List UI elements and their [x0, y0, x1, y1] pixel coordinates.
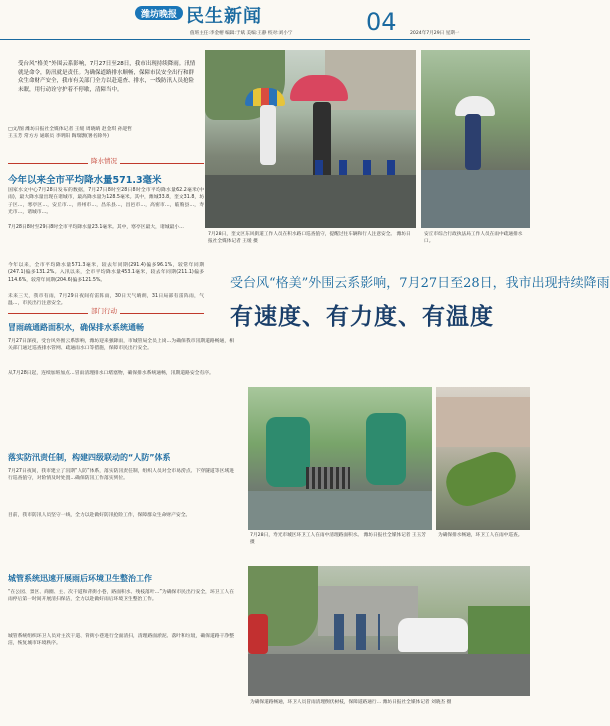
headline-pre: 受台风“格美”外围云系影响，7月27日至28日，我市出现持续降雨 — [230, 276, 610, 291]
caption-photo-4: 为确保排水畅通，环卫工人在雨中巡查。 — [438, 533, 523, 538]
umbrella-striped — [245, 88, 285, 106]
workers-figures — [334, 614, 380, 650]
water-ground — [205, 175, 416, 228]
photo-street-cleanup — [248, 566, 530, 696]
dept-sec1-body: 7月27日深夜，受台风外围云系影响，潍坊迎来强降雨，市城管局全员上岗…为确保我市汛期道路畅通，相关部门通过巡查排水管网、疏通雨水口等措施，保障市民出行安全。 — [8, 339, 234, 352]
photo-fallen-tree — [436, 387, 530, 530]
rain-body-3: 今年以来，全市平均降水量571.3毫米，较去年同期(291.4)偏多96.1%，较常年同期(247.1)偏多131.2%。入汛以来，全市平均降水量453.1毫米，较去年同期(211.1)偏多114.6%，较常年同期(204.6)偏多121.5%。 — [8, 263, 204, 283]
flood-water — [248, 491, 432, 530]
wet-road — [248, 654, 530, 696]
dept-sec3-title: 城管系统迅速开展雨后环境卫生整治工作 — [8, 574, 152, 583]
worker-figure — [465, 114, 481, 170]
worker-green-1 — [266, 417, 310, 487]
editor-line: 值班主任:李金榕 编辑:于斌 美编:王静 校对:刘小宁 — [190, 31, 293, 36]
dept-sec3-body2: 城管系统组织环卫人员对主次干道、背街小巷进行全面清扫，清理路面淤泥、落叶和垃圾，确保道路干净整洁，恢复城市环境秩序。 — [8, 634, 234, 647]
worker-green-2 — [366, 413, 406, 485]
lead-credits: □文/图 潍坊日报社全媒体记者 王缓 周晓晴 赵金琪 孙迎哲 王玉芳 常方方 通联员 李明阳 陶瑞颢(署名除外) — [8, 127, 133, 140]
header-rule — [0, 39, 530, 40]
photo-drain-worker — [421, 50, 530, 228]
photo-flood-patrol — [205, 50, 416, 228]
dept-sec2-title: 落实防汛责任制，构建四级联动的“人防”体系 — [8, 453, 171, 462]
brand-name: 潍坊晚报 — [141, 10, 178, 20]
section-title: 民生新闻 — [186, 6, 262, 27]
dept-label: 部门行动 — [88, 306, 120, 315]
photo-grate-cleaning — [248, 387, 432, 530]
person-white — [260, 105, 276, 165]
page-number: 04 — [366, 8, 397, 36]
drain-grate — [306, 467, 350, 489]
fallen-tree-shape — [441, 446, 522, 511]
caption-photo-3: 7月28日，寿光市城区环卫工人在雨中清理路面积水。 潍坊日报社全媒体记者 王玉芳 摄 — [250, 533, 426, 545]
caption-photo-1: 7月28日，奎文区东风街道工作人员在积水路口巡查值守，提醒过往车辆和行人注意安全。 潍坊日报社全媒体记者 王缓 摄 — [208, 232, 411, 244]
caption-photo-5: 为确保道路畅通，环卫人员冒雨清理倒伏树枝，保障道路通行… 潍坊日报社全媒体记者 刘晓杰 摄 — [250, 700, 452, 705]
rain-label: 降水情况 — [88, 156, 120, 165]
water-pool — [421, 170, 530, 228]
umbrella-white — [455, 96, 495, 116]
lead-text: 受台风“格美”外围云系影响，7月27日至28日，我市出现持续降雨。汛情就是命令，防汛就是责任。为确保道路排水顺畅，保障市民安全出行和群众生命财产安全，我市有关部门全力以赴巡查、排水，一线防汛人员抢险未眠，用行动诠守护着不停歇，清障当中。 — [18, 61, 196, 93]
red-car — [248, 614, 268, 654]
page-date: 2024年7月29日 星期一 — [410, 31, 460, 36]
dept-sec1-body2: 从7月28日起，连续加班加点…冒雨清理排水口堵塞物，确保排水系统通畅，汛期道路安全有序。 — [8, 371, 214, 376]
rain-body-4: 未来三天，我市有雨，7月29日夜间有雷阵雨，30日天气晴朗，31日局部有雷阵雨，气温…，市民出行注意安全。 — [8, 294, 204, 307]
dept-sec2-body: 7月27日夜间，我市建立了汛期“人防”体系，落实防汛责任制，组织人员对全市易涝点、下穿隧道等区域进行巡查值守，对险情及时处置…确保防汛工作落实到位。 — [8, 469, 234, 482]
caption-photo-2: 安丘市综合行政执法局工作人员在雨中疏通排水口。 — [424, 232, 523, 244]
headline-main: 有速度、有力度、有温度 — [230, 303, 494, 330]
rain-body-1: 国家水文中心7月28日发布的数据，7月27日8时至28日8时全市平均降水量62.2毫米(中雨)，最大降水量出现在诸城市，最高降水量为128.5毫米。其中，潍城33.8，奎文31.8，坊子区…，寒亭区…，安丘市…，青州市…，昌乐县…，昌邑市…，高密市…，临朐县…，寿光市…，诸城市…。 — [8, 188, 204, 216]
dept-sec2-body2: 目前，我市防汛人员坚守一线，全力以赴做好防汛抢险工作，保障群众生命财产安全。 — [8, 513, 191, 518]
dept-sec1-title: 冒雨疏通路面积水，确保排水系统通畅 — [8, 323, 144, 332]
rain-body-2: 7月28日8时至29日8时全市平均降水量23.1毫米。其中，寒亭区最大，诸城最小… — [8, 225, 184, 230]
white-car — [398, 618, 468, 652]
rain-title: 今年以来全市平均降水量571.3毫米 — [8, 175, 162, 186]
building-bg — [436, 397, 530, 447]
green-hedge — [468, 606, 530, 656]
dept-sec3-body: “在公园、景区、商圈、主、次干道和背街小巷，路面积水、残枝落叶…”为确保市民出行安全，环卫工人在雨停后第一时间开展清扫保洁，全力以赴做好雨后环境卫生整治工作。 — [8, 590, 234, 603]
